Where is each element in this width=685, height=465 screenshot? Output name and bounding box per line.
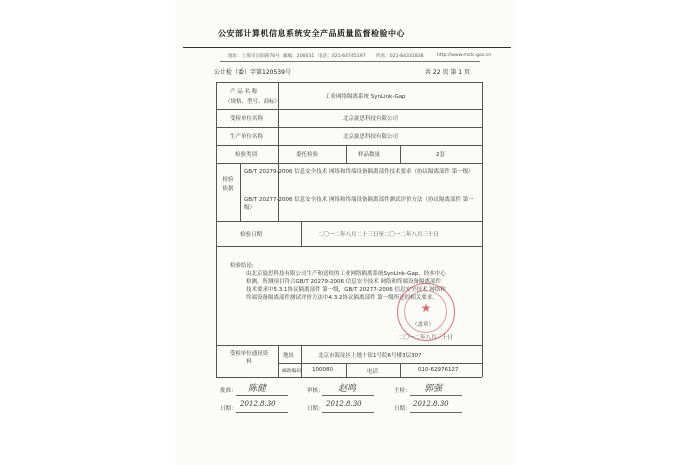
header-fax: 传真：021-64331838 [376, 54, 424, 59]
approve-signature: 陈健 [248, 384, 267, 394]
seal-date: 二〇一二年八月三十日 [398, 335, 454, 341]
basis-label: 检验依据 [222, 177, 234, 192]
header-website: http://www.mctc.gov.cn [437, 53, 492, 58]
header-postcode: 邮编：200031 [283, 54, 315, 59]
basis-line-2: GB/T 20277-2006 信息安全技术 网络和终端设备隔离部件测试评价方法（协议隔离部件 第一级） [244, 197, 474, 211]
date-label-2: 日期： [307, 406, 324, 412]
type-label: 检验类别 [235, 152, 258, 158]
header-address: 地址：上海市岳阳路76号 [228, 54, 280, 59]
date-label: 检验日期 [240, 232, 263, 238]
header-rule-bottom [220, 61, 480, 62]
zip-label: 邮政编码 [282, 369, 302, 374]
contact-label: 受检单位通讯资料 [229, 351, 269, 365]
maker-value: 北京旋思科技有限公司 [343, 134, 399, 140]
center-title: 公安部计算机信息系统安全产品质量监督检验中心 [218, 29, 405, 38]
phone-value: 010-62976127 [418, 367, 459, 373]
maker-label: 生产单位名称 [230, 134, 264, 140]
date-value: 二〇一二年八月二十三日至二〇一二年八月三十日 [318, 232, 440, 238]
sample-value: 2套 [436, 152, 445, 158]
type-value: 委托检验 [296, 152, 319, 158]
sign-date-2: 2012.8.30 [326, 400, 362, 408]
product-name-value: 工业网络隔离系统 SynLink-Gap [325, 94, 406, 100]
review-label: 审核： [307, 388, 324, 394]
zip-value: 100080 [312, 367, 333, 373]
sample-label: 样品数量 [358, 152, 381, 158]
main-signature: 郭强 [424, 384, 443, 394]
basis-line-1: GB/T 20279-2006 信息安全技术 网络和终端设备隔离部件技术要求（协议隔离部件 第一级） [244, 169, 474, 175]
review-signature: 赵鸣 [338, 384, 357, 394]
product-name-sub: （规格、型号、商标） [225, 99, 281, 105]
header-phone: 电话：021-64745197 [318, 54, 366, 59]
seal-text: （盖章） [412, 322, 435, 328]
conclusion-label: 检验结论: [230, 263, 254, 269]
date-label-3: 日期： [394, 406, 411, 412]
page-info: 共 22 页 第 1 页 [425, 69, 470, 76]
main-label: 主检： [394, 388, 411, 394]
address-value: 北京市海淀区上地十街1号院6号楼3层307 [318, 353, 422, 359]
sign-date-3: 2012.8.30 [413, 400, 449, 408]
sign-date-1: 2012.8.30 [240, 400, 276, 408]
approve-label: 批准： [220, 388, 237, 394]
client-value: 北京旋思科技有限公司 [343, 116, 399, 122]
date-label-1: 日期： [220, 406, 237, 412]
seal-star-icon: ★ [420, 301, 432, 315]
report-number: 公计检（委）字第120539号 [214, 69, 291, 76]
phone-label: 电话 [367, 369, 379, 375]
product-name-label: 产 品 名 称 [230, 89, 258, 95]
header-rule-top [183, 47, 511, 48]
conclusion-text: 由北京旋思科技有限公司生产和送检的工业网络隔离系统SynLink-Gap，经本中心检测，所测项目符合GB/T 20279-2006 信息安全技术 网络和终端设备隔离部件技术要求中5.3.1协议隔离部件 第一级，GB/T 20277-2006 信息安全技术 网络和终端设备隔离部件测试评价方法中4.3.2协议隔离部件 第一级所述的相关要求。 [246, 271, 446, 301]
client-label: 受检单位名称 [230, 116, 264, 122]
address-label: 地址 [283, 353, 295, 359]
